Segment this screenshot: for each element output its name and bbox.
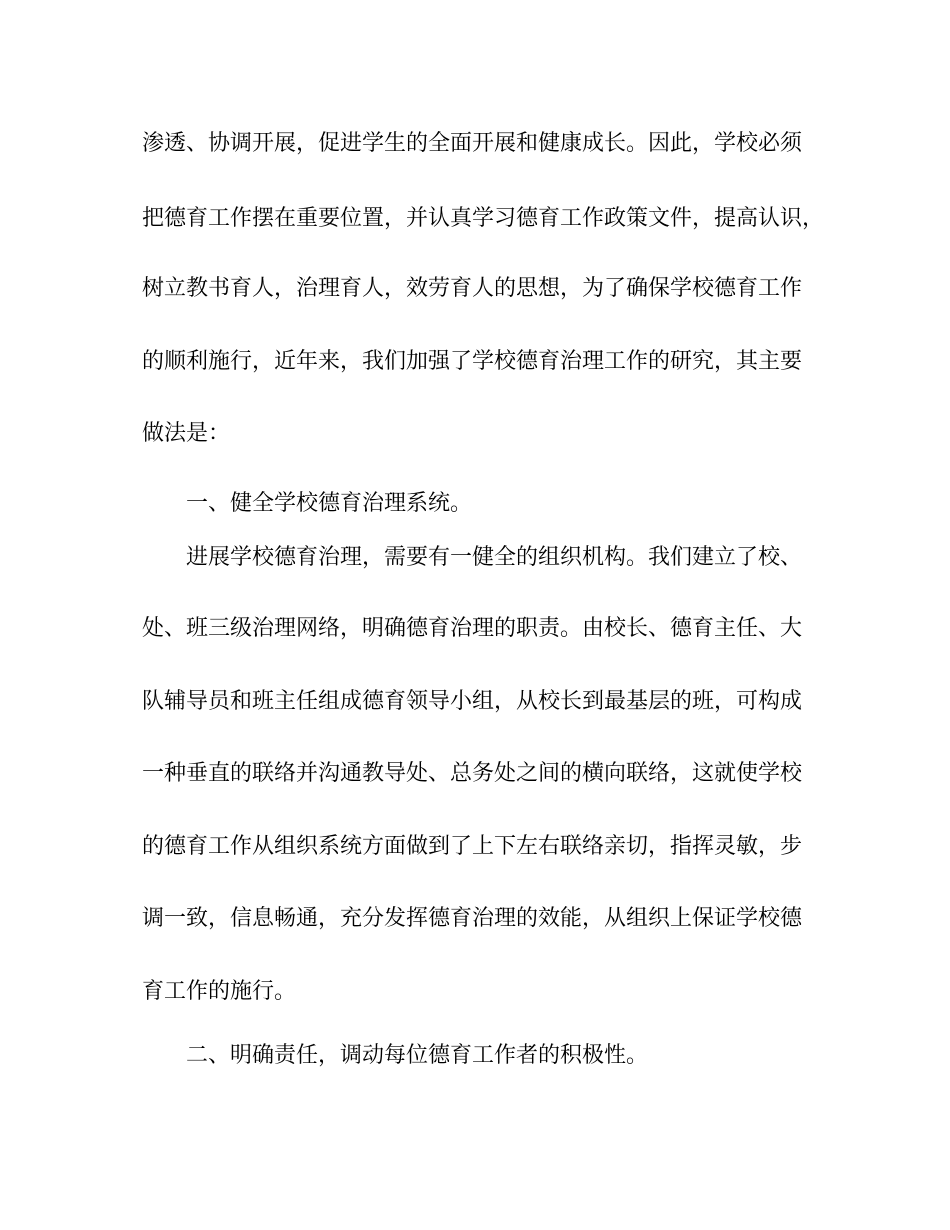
paragraph-line: 把德育工作摆在重要位置，并认真学习德育工作政策文件，提高认识， [142, 206, 825, 231]
paragraph-line: 做法是： [142, 421, 231, 446]
paragraph-line: 一种垂直的联络并沟通教导处、总务处之间的横向联络，这就使学校 [142, 761, 803, 786]
paragraph-line: 树立教书育人，治理育人，效劳育人的思想，为了确保学校德育工作 [142, 276, 803, 301]
section-heading: 二、明确责任，调动每位德育工作者的积极性。 [186, 1043, 649, 1068]
paragraph-line: 的顺利施行，近年来，我们加强了学校德育治理工作的研究，其主要 [142, 349, 803, 374]
paragraph-line: 队辅导员和班主任组成德育领导小组，从校长到最基层的班，可构成 [142, 689, 803, 714]
section-heading: 一、健全学校德育治理系统。 [186, 491, 473, 516]
paragraph-line: 进展学校德育治理，需要有一健全的组织机构。我们建立了校、 [186, 545, 803, 570]
paragraph-line: 调一致，信息畅通，充分发挥德育治理的效能，从组织上保证学校德 [142, 906, 803, 931]
paragraph-line: 渗透、协调开展，促进学生的全面开展和健康成长。因此，学校必须 [142, 131, 803, 156]
paragraph-line: 处、班三级治理网络，明确德育治理的职责。由校长、德育主任、大 [142, 616, 803, 641]
paragraph-line: 的德育工作从组织系统方面做到了上下左右联络亲切，指挥灵敏，步 [142, 834, 803, 859]
paragraph-line: 育工作的施行。 [142, 979, 297, 1004]
